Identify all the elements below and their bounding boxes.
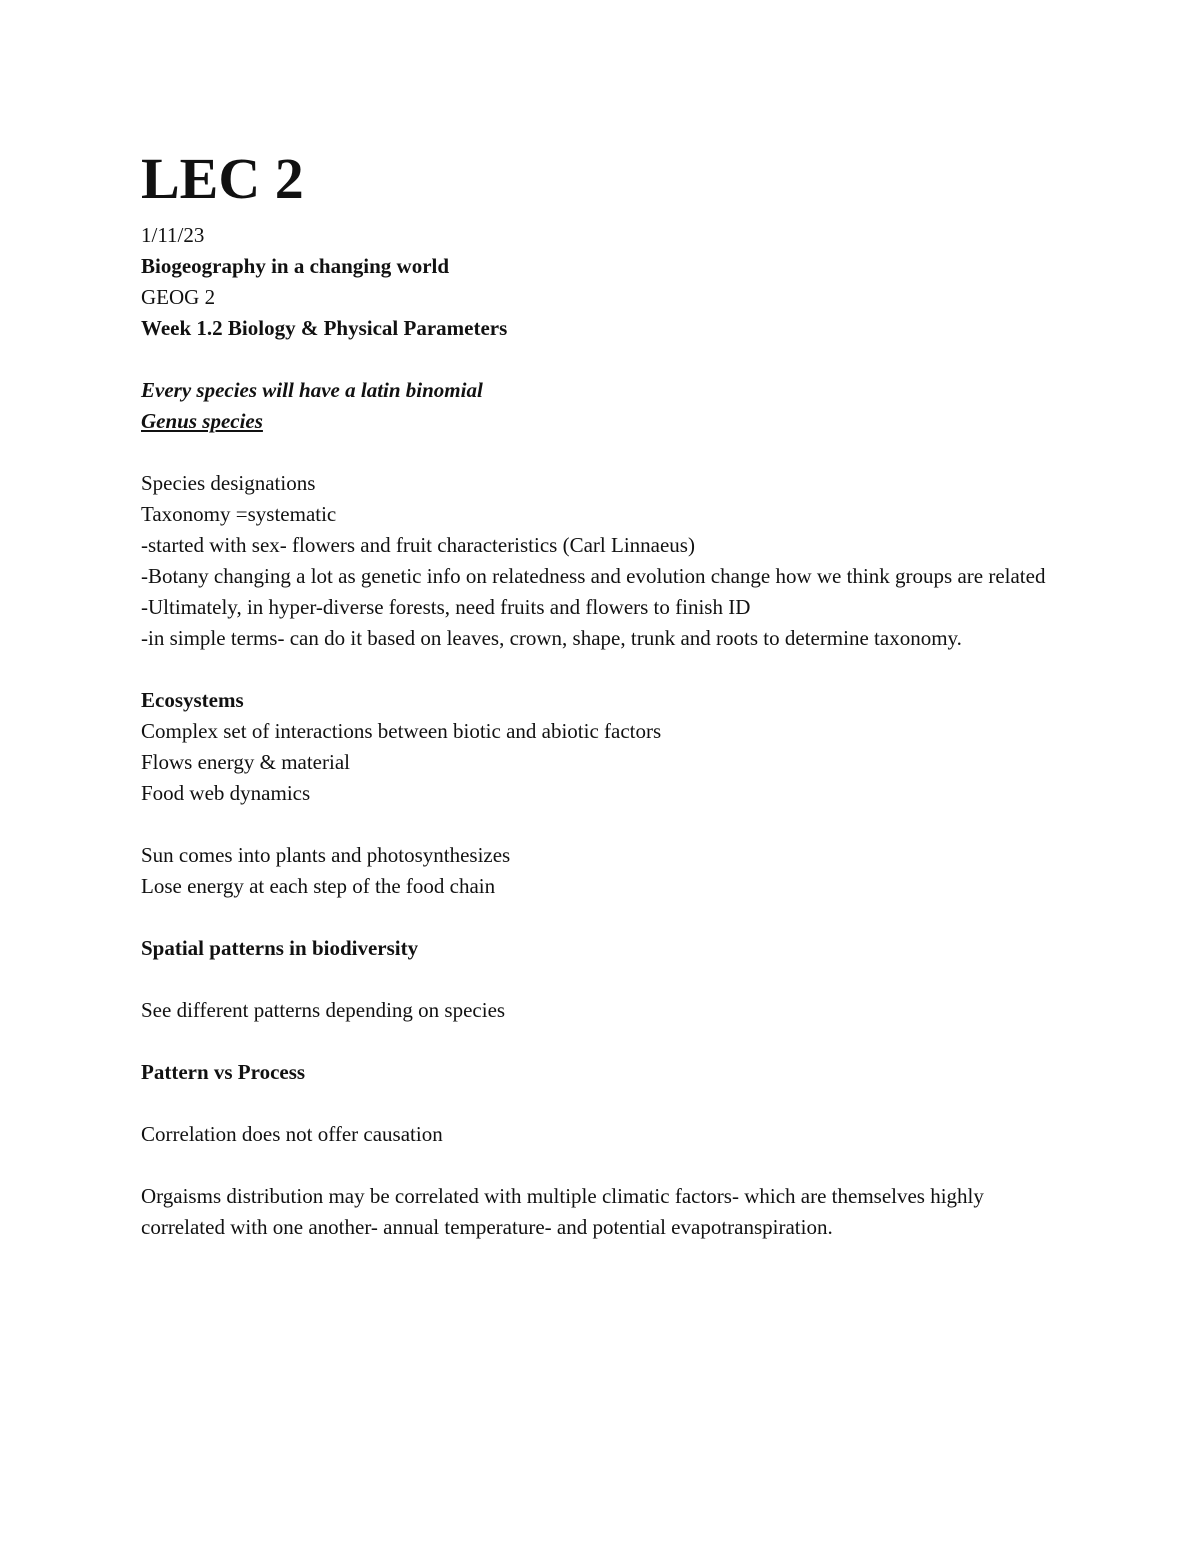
ecosystems-line: Food web dynamics [141,781,311,805]
page-title: LEC 2 [141,146,304,211]
ecosystems-line: Flows energy & material [141,750,350,774]
species-line: Taxonomy =systematic [141,502,337,526]
spacer [141,1026,1071,1057]
spacer [141,654,1071,685]
document-page [141,146,1071,1243]
species-line: -started with sex- flowers and fruit characteristics (Carl Linnaeus) [141,533,695,557]
lecture-date: 1/11/23 [141,223,205,247]
spatial-heading: Spatial patterns in biodiversity [141,936,419,960]
ecosystems-line: Complex set of interactions between biotic and abiotic factors [141,719,662,743]
species-line: Species designations [141,471,316,495]
spatial-text: See different patterns depending on species [141,998,506,1022]
ecosystems-line: Sun comes into plants and photosynthesizes [141,843,511,867]
spacer [141,437,1071,468]
spacer [141,964,1071,995]
pattern-heading: Pattern vs Process [141,1060,306,1084]
species-line: -Botany changing a lot as genetic info on relatedness and evolution change how we think groups are related [141,564,1046,588]
spacer [141,809,1071,840]
spacer [141,1088,1071,1119]
binomial-heading: Every species will have a latin binomial [141,378,483,402]
week-heading: Week 1.2 Biology & Physical Parameters [141,316,508,340]
course-code: GEOG 2 [141,285,216,309]
pattern-paragraph: Orgaisms distribution may be correlated with multiple climatic factors- which are themselves highly correlated with one another- annual temperature- and potential evapotranspiration. [141,1184,984,1239]
spacer [141,1150,1071,1181]
ecosystems-line: Lose energy at each step of the food chain [141,874,496,898]
ecosystems-heading: Ecosystems [141,688,244,712]
species-line: -in simple terms- can do it based on leaves, crown, shape, trunk and roots to determine taxonomy. [141,626,962,650]
pattern-text: Correlation does not offer causation [141,1122,443,1146]
binomial-example: Genus species [141,409,263,433]
spacer [141,902,1071,933]
course-title: Biogeography in a changing world [141,254,450,278]
spacer [141,344,1071,375]
species-line: -Ultimately, in hyper-diverse forests, need fruits and flowers to finish ID [141,595,751,619]
